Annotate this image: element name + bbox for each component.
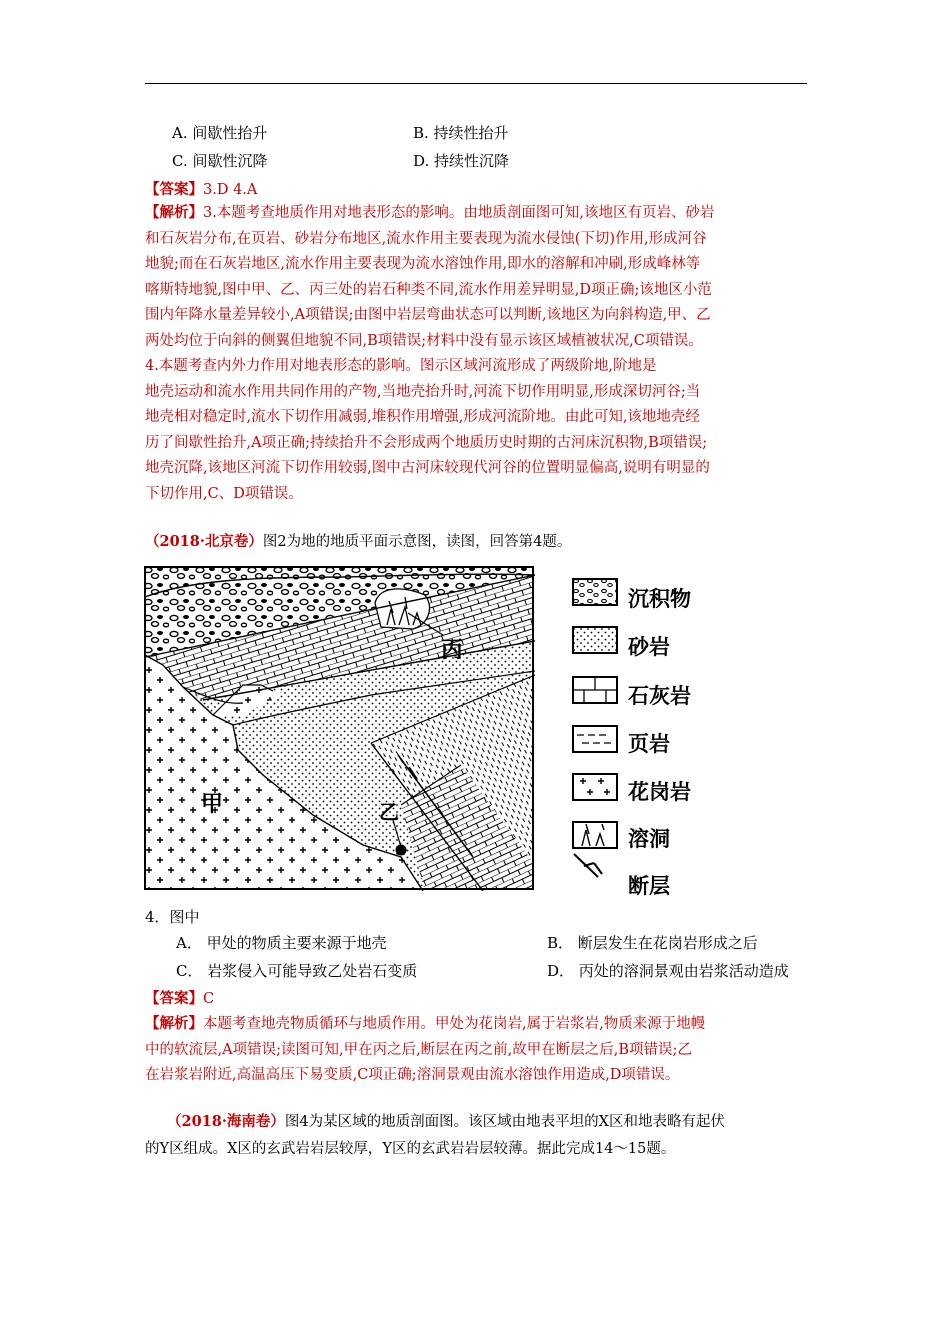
option-a[interactable]: A． 甲处的物质主要来源于地壳 bbox=[176, 934, 387, 952]
legend-swatches bbox=[572, 578, 618, 878]
intro-text: 图2为地的地质平面示意图，读图，回答第4题。 bbox=[262, 534, 572, 550]
option-d[interactable]: D． 丙处的溶洞景观由岩浆活动造成 bbox=[547, 962, 789, 980]
analysis-block-2 bbox=[145, 1011, 810, 1089]
legend-swatch-shale bbox=[573, 726, 617, 752]
header-rule bbox=[145, 83, 807, 84]
option-a[interactable]: A. 间歇性抬升 bbox=[172, 124, 268, 142]
analysis-tag: 【解析】 bbox=[145, 1015, 203, 1032]
analysis-block-1 bbox=[145, 200, 810, 507]
label-jia: 甲 bbox=[201, 791, 224, 817]
question-intro-beijing bbox=[145, 530, 571, 551]
legend-label-limestone: 石灰岩 bbox=[628, 683, 691, 708]
answer-text: C bbox=[203, 991, 215, 1007]
answer-tag: 【答案】 bbox=[145, 990, 203, 1007]
analysis-line: 3.本题考查地质作用对地表形态的影响。由地质剖面图可知,该地区有页岩、砂岩 bbox=[203, 205, 715, 221]
legend-label-sediment: 沉积物 bbox=[628, 586, 691, 611]
option-b[interactable]: B． 断层发生在花岗岩形成之后 bbox=[547, 934, 758, 952]
analysis-line: 在岩浆岩附近,高温高压下易变质,C项正确;溶洞景观由流水溶蚀作用造成,D项错误。 bbox=[145, 1067, 680, 1083]
analysis-line: 地貌;而在石灰岩地区,流水作用主要表现为流水溶蚀作用,即水的溶解和冲刷,形成峰林等 bbox=[145, 256, 701, 272]
source-label: （2018·海南卷） bbox=[167, 1113, 285, 1130]
answer-text: 3.D 4.A bbox=[203, 182, 258, 198]
analysis-line: 地壳沉降,该地区河流下切作用较弱,图中古河床较现代河谷的位置明显偏高,说明有明显的 bbox=[145, 460, 710, 476]
analysis-line: 历了间歇性抬升,A项正确;持续抬升不会形成两个地质历史时期的古河床沉积物,B项错误; bbox=[145, 434, 708, 451]
answer-tag: 【答案】 bbox=[145, 181, 203, 198]
legend-swatch-sandstone bbox=[573, 627, 617, 653]
label-bing: 丙 bbox=[441, 637, 464, 663]
legend-swatch-fault bbox=[574, 854, 602, 877]
source-label: （2018·北京卷） bbox=[145, 533, 263, 550]
analysis-tag: 【解析】 bbox=[145, 204, 203, 221]
analysis-line: 下切作用,C、D项错误。 bbox=[145, 485, 303, 502]
intro-text: 图4为某区域的地质剖面图。该区域由地表平坦的X区和地表略有起伏 bbox=[284, 1114, 725, 1130]
legend-swatch-cave bbox=[573, 822, 617, 848]
legend-swatch-granite bbox=[573, 774, 617, 800]
legend-label-shale: 页岩 bbox=[628, 731, 670, 756]
legend-swatch-sediment bbox=[573, 579, 617, 605]
analysis-line: 和石灰岩分布,在页岩、砂岩分布地区,流水作用主要表现为流水侵蚀(下切)作用,形成河谷 bbox=[145, 230, 707, 247]
legend-label-granite: 花岗岩 bbox=[628, 779, 691, 804]
option-b[interactable]: B. 持续性抬升 bbox=[413, 124, 509, 142]
analysis-line: 围内年降水量差异较小,A项错误;由图中岩层弯曲状态可以判断,该地区为向斜构造,甲、乙 bbox=[145, 307, 711, 323]
option-c[interactable]: C. 间歇性沉降 bbox=[172, 152, 268, 170]
geologic-map-figure bbox=[143, 565, 535, 891]
analysis-line: 本题考查地壳物质循环与地质作用。甲处为花岗岩,属于岩浆岩,物质来源于地幔 bbox=[203, 1016, 706, 1032]
answer-block-2 bbox=[145, 987, 214, 1008]
option-c[interactable]: C． 岩浆侵入可能导致乙处岩石变质 bbox=[176, 962, 418, 980]
analysis-line: 中的软流层,A项错误;读图可知,甲在丙之后,断层在丙之前,故甲在断层之后,B项错误;乙 bbox=[145, 1041, 692, 1058]
legend-label-fault: 断层 bbox=[628, 873, 670, 898]
intro-text: 的Y区组成。X区的玄武岩岩层较厚，Y区的玄武岩岩层较薄。据此完成14～15题。 bbox=[145, 1141, 676, 1157]
question-intro-hainan bbox=[145, 1108, 810, 1163]
analysis-line: 地壳相对稳定时,流水下切作用减弱,堆积作用增强,形成河流阶地。由此可知,该地地壳经 bbox=[145, 409, 700, 425]
legend-label-cave: 溶洞 bbox=[628, 826, 670, 851]
analysis-line: 4.本题考查内外力作用对地表形态的影响。图示区域河流形成了两级阶地,阶地是 bbox=[145, 358, 657, 374]
analysis-line: 两处均位于向斜的侧翼但地貌不同,B项错误;材料中没有显示该区域植被状况,C项错误。 bbox=[145, 332, 703, 349]
answer-block-1 bbox=[145, 178, 257, 199]
label-yi: 乙 bbox=[379, 800, 399, 824]
option-d[interactable]: D. 持续性沉降 bbox=[413, 152, 510, 170]
question-stem: 4．图中 bbox=[145, 908, 200, 926]
analysis-line: 地壳运动和流水作用共同作用的产物,当地壳抬升时,河流下切作用明显,形成深切河谷;当 bbox=[145, 383, 701, 400]
analysis-line: 喀斯特地貌,图中甲、乙、丙三处的岩石种类不同,流水作用差异明显,D项正确;该地区小范 bbox=[145, 281, 712, 298]
legend-label-sandstone: 砂岩 bbox=[628, 634, 670, 659]
